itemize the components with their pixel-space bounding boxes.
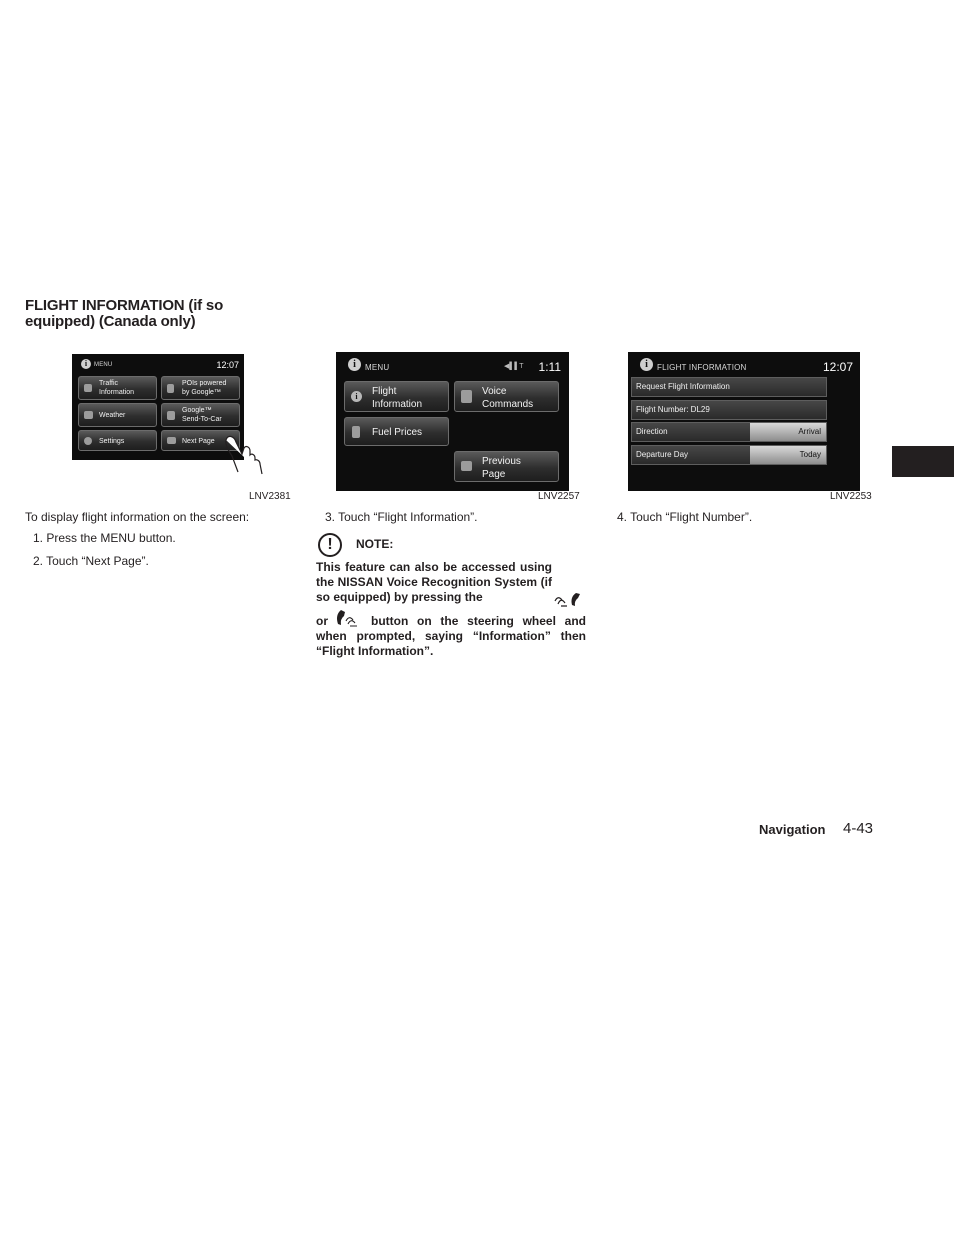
departure-day-value: Today xyxy=(750,446,826,464)
step-4: 4. Touch “Flight Number”. xyxy=(617,510,753,524)
figure-3-screen xyxy=(628,352,860,491)
note-body-part2: button on the steering wheel and when prompted, saying “Information” then “Flight Information”. xyxy=(316,614,586,658)
info-icon: i xyxy=(640,358,653,371)
button-label: Flight Information xyxy=(372,386,423,410)
info-icon: i xyxy=(81,359,91,369)
screen-time: 12:07 xyxy=(822,360,853,374)
departure-day-row[interactable] xyxy=(631,445,827,465)
step-1: 1. Press the MENU button. xyxy=(33,531,176,545)
flight-information-button[interactable] xyxy=(344,381,449,412)
info-icon: i xyxy=(348,358,361,371)
note-exclamation-icon: ! xyxy=(318,533,342,557)
step-3: 3. Touch “Flight Information”. xyxy=(325,510,478,524)
pois-google-button[interactable] xyxy=(161,376,240,400)
screen-time: 12:07 xyxy=(216,360,239,370)
settings-button[interactable] xyxy=(78,430,157,451)
footer-section: Navigation xyxy=(759,822,826,837)
figure-2-caption: LNV2257 xyxy=(538,491,580,502)
next-page-icon xyxy=(167,437,176,444)
button-label: Traffic Information xyxy=(99,380,135,396)
request-flight-information-row[interactable] xyxy=(631,377,827,397)
previous-page-button[interactable] xyxy=(454,451,559,482)
screen-title: MENU xyxy=(94,362,113,368)
flight-number-row[interactable] xyxy=(631,400,827,420)
button-label: Fuel Prices xyxy=(372,427,423,438)
screen-time: 1:11 xyxy=(538,360,561,374)
previous-page-icon xyxy=(461,461,472,471)
fuel-prices-button[interactable] xyxy=(344,417,449,446)
traffic-information-button[interactable] xyxy=(78,376,157,400)
hand-pointer-icon xyxy=(222,428,266,476)
note-body-part1: This feature can also be accessed using the NISSAN Voice Recognition System (if so equipped) by pressing the xyxy=(316,560,552,604)
send-to-car-icon xyxy=(167,411,175,420)
row-label: Departure Day xyxy=(636,450,689,459)
screen-title: MENU xyxy=(365,363,390,372)
note-label: NOTE: xyxy=(356,537,394,551)
note-or: or xyxy=(316,614,328,628)
button-label: Voice Commands xyxy=(482,386,534,410)
step-2: 2. Touch “Next Page”. xyxy=(33,554,149,568)
voice-commands-button[interactable] xyxy=(454,381,559,412)
figure-3-caption: LNV2253 xyxy=(830,491,872,502)
intro-text: To display flight information on the screen: xyxy=(25,510,250,524)
fuel-pump-icon xyxy=(352,426,360,438)
footer-page-number: 4-43 xyxy=(843,820,874,837)
button-label: Previous Page xyxy=(482,456,521,480)
voice-icon xyxy=(461,390,472,403)
weather-button[interactable] xyxy=(78,403,157,427)
screen-title: FLIGHT INFORMATION xyxy=(657,363,747,372)
row-label: Direction xyxy=(636,427,668,436)
figure-1-screen xyxy=(72,354,244,460)
button-label: Weather xyxy=(99,412,126,419)
button-label: Next Page xyxy=(182,438,215,445)
traffic-icon xyxy=(84,384,92,392)
button-label: Settings xyxy=(99,438,125,445)
row-label: Flight Number: DL29 xyxy=(636,405,710,414)
signal-status-icon: ◀▌▌T xyxy=(504,363,524,370)
button-label: Google™ Send-To-Car xyxy=(182,407,222,423)
gear-icon xyxy=(84,437,92,445)
row-label: Request Flight Information xyxy=(636,382,730,391)
chapter-tab-marker xyxy=(892,446,954,477)
direction-row[interactable] xyxy=(631,422,827,442)
info-icon: i xyxy=(351,391,362,402)
poi-icon xyxy=(167,384,174,393)
figure-2-screen xyxy=(336,352,569,491)
button-label: POIs powered by Google™ xyxy=(182,380,227,396)
weather-icon xyxy=(84,411,93,419)
talk-phone-icon xyxy=(552,591,586,608)
google-send-to-car-button[interactable] xyxy=(161,403,240,427)
section-title: FLIGHT INFORMATION (if so equipped) (Canada only) xyxy=(25,297,224,330)
figure-1-caption: LNV2381 xyxy=(249,491,291,502)
direction-value: Arrival xyxy=(750,423,826,441)
